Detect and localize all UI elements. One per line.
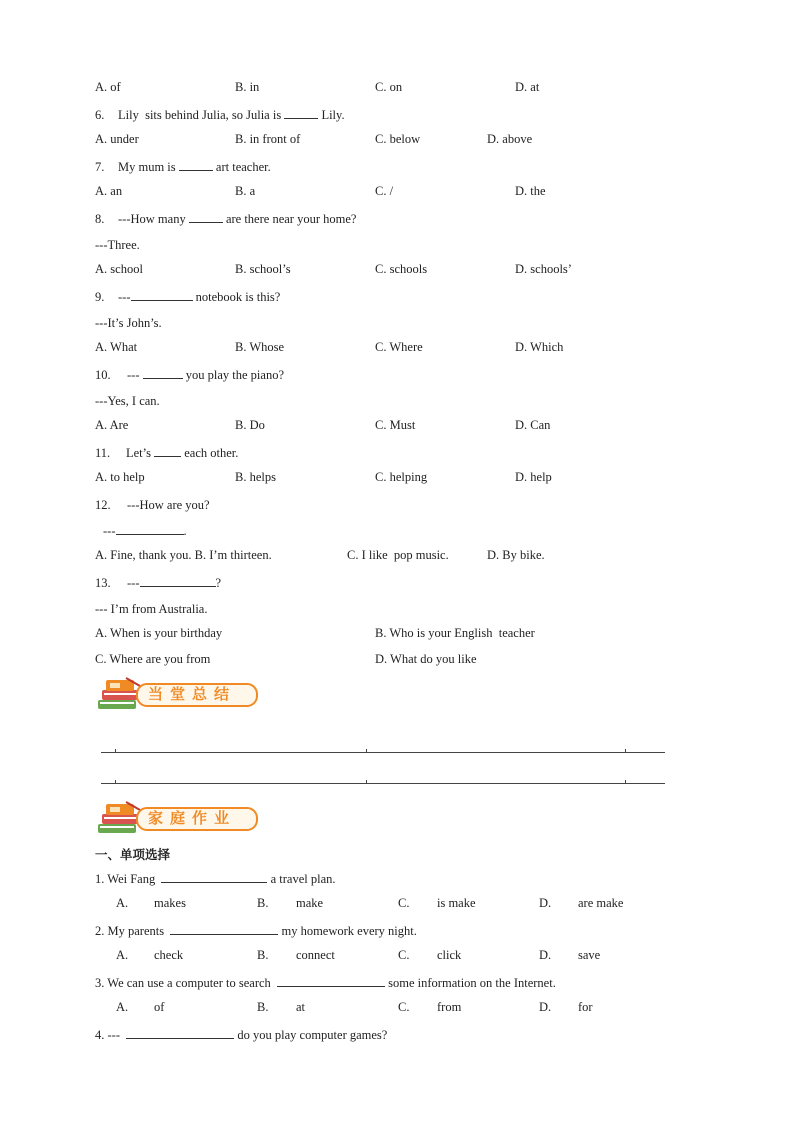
q9-option-b: B. Whose: [235, 340, 285, 354]
h3-label-a: A.: [116, 1000, 129, 1014]
q10-option-b: B. Do: [235, 418, 265, 432]
q6-option-a: A. under: [95, 132, 139, 146]
q12-option-ab: A. Fine, thank you. B. I’m thirteen.: [95, 548, 272, 562]
h2-option-b: connect: [296, 948, 335, 962]
h1-label-c: C.: [398, 896, 410, 910]
question-11: 11. Let’s each other.: [95, 446, 239, 460]
q6-option-b: B. in front of: [235, 132, 301, 146]
homework-question-2: 2. My parents my homework every night.: [95, 924, 417, 938]
h2-option-c: click: [437, 948, 462, 962]
q7-option-d: D. the: [515, 184, 546, 198]
summary-line-1: [101, 752, 665, 753]
h3-option-a: of: [154, 1000, 165, 1014]
h2-label-d: D.: [539, 948, 552, 962]
q13-option-c: C. Where are you from: [95, 652, 211, 666]
q8-option-a: A. school: [95, 262, 143, 276]
q6-option-d: D. above: [487, 132, 533, 146]
q9-option-a: A. What: [95, 340, 138, 354]
q8-option-c: C. schools: [375, 262, 428, 276]
question-13: 13. --- ?: [95, 576, 222, 590]
question-9-answer: ---It’s John’s.: [95, 316, 162, 330]
h2-option-d: save: [578, 948, 601, 962]
summary-badge: [96, 676, 258, 712]
question-10-answer: ---Yes, I can.: [95, 394, 160, 408]
q5-option-a: A. of: [95, 80, 121, 94]
homework-question-3: 3. We can use a computer to search some information on the Internet.: [95, 976, 556, 990]
h3-label-d: D.: [539, 1000, 552, 1014]
q7-option-b: B. a: [235, 184, 256, 198]
q13-option-a: A. When is your birthday: [95, 626, 223, 640]
h3-option-c: from: [437, 1000, 462, 1014]
question-8: 8. ---How many are there near your home?: [95, 212, 357, 226]
homework-question-4: 4. --- do you play computer games?: [95, 1028, 388, 1042]
q10-option-c: C. Must: [375, 418, 416, 432]
summary-badge-text: 当堂总结: [148, 685, 237, 703]
q5-option-d: D. at: [515, 80, 540, 94]
question-9: 9. --- notebook is this?: [95, 290, 281, 304]
h1-label-a: A.: [116, 896, 129, 910]
h2-option-a: check: [154, 948, 184, 962]
q10-option-d: D. Can: [515, 418, 551, 432]
section-heading: 一、单项选择: [95, 847, 171, 862]
homework-badge: [96, 800, 258, 836]
h3-option-b: at: [296, 1000, 306, 1014]
homework-question-1: 1. Wei Fang a travel plan.: [95, 872, 336, 886]
summary-line-2: [101, 783, 665, 784]
h3-label-b: B.: [257, 1000, 269, 1014]
h1-option-b: make: [296, 896, 324, 910]
h2-label-c: C.: [398, 948, 410, 962]
q7-option-c: C. /: [375, 184, 394, 198]
q8-option-d: D. schools’: [515, 262, 572, 276]
q8-option-b: B. school’s: [235, 262, 291, 276]
h2-label-a: A.: [116, 948, 129, 962]
h1-label-b: B.: [257, 896, 269, 910]
h1-label-d: D.: [539, 896, 552, 910]
h2-label-b: B.: [257, 948, 269, 962]
q12-option-d: D. By bike.: [487, 548, 545, 562]
question-7: 7. My mum is art teacher.: [95, 160, 271, 174]
h3-option-d: for: [578, 1000, 593, 1014]
q9-option-c: C. Where: [375, 340, 423, 354]
q10-option-a: A. Are: [95, 418, 129, 432]
homework-badge-text: 家庭作业: [148, 809, 237, 827]
question-13-answer: --- I’m from Australia.: [95, 602, 208, 616]
q5-option-b: B. in: [235, 80, 260, 94]
question-10: 10. --- you play the piano?: [95, 368, 284, 382]
question-12-answer: --- .: [103, 524, 187, 538]
question-8-answer: ---Three.: [95, 238, 140, 252]
q11-option-b: B. helps: [235, 470, 276, 484]
h1-option-a: makes: [154, 896, 186, 910]
q9-option-d: D. Which: [515, 340, 564, 354]
q11-option-d: D. help: [515, 470, 552, 484]
h3-label-c: C.: [398, 1000, 410, 1014]
q11-option-a: A. to help: [95, 470, 145, 484]
q11-option-c: C. helping: [375, 470, 428, 484]
q12-option-c: C. I like pop music.: [347, 548, 449, 562]
question-6: 6. Lily sits behind Julia, so Julia is Lily.: [95, 108, 345, 122]
q13-option-b: B. Who is your English teacher: [375, 626, 535, 640]
q7-option-a: A. an: [95, 184, 123, 198]
h1-option-d: are make: [578, 896, 624, 910]
q13-option-d: D. What do you like: [375, 652, 477, 666]
q5-option-c: C. on: [375, 80, 403, 94]
h1-option-c: is make: [437, 896, 476, 910]
question-12: 12. ---How are you?: [95, 498, 210, 512]
q6-option-c: C. below: [375, 132, 421, 146]
